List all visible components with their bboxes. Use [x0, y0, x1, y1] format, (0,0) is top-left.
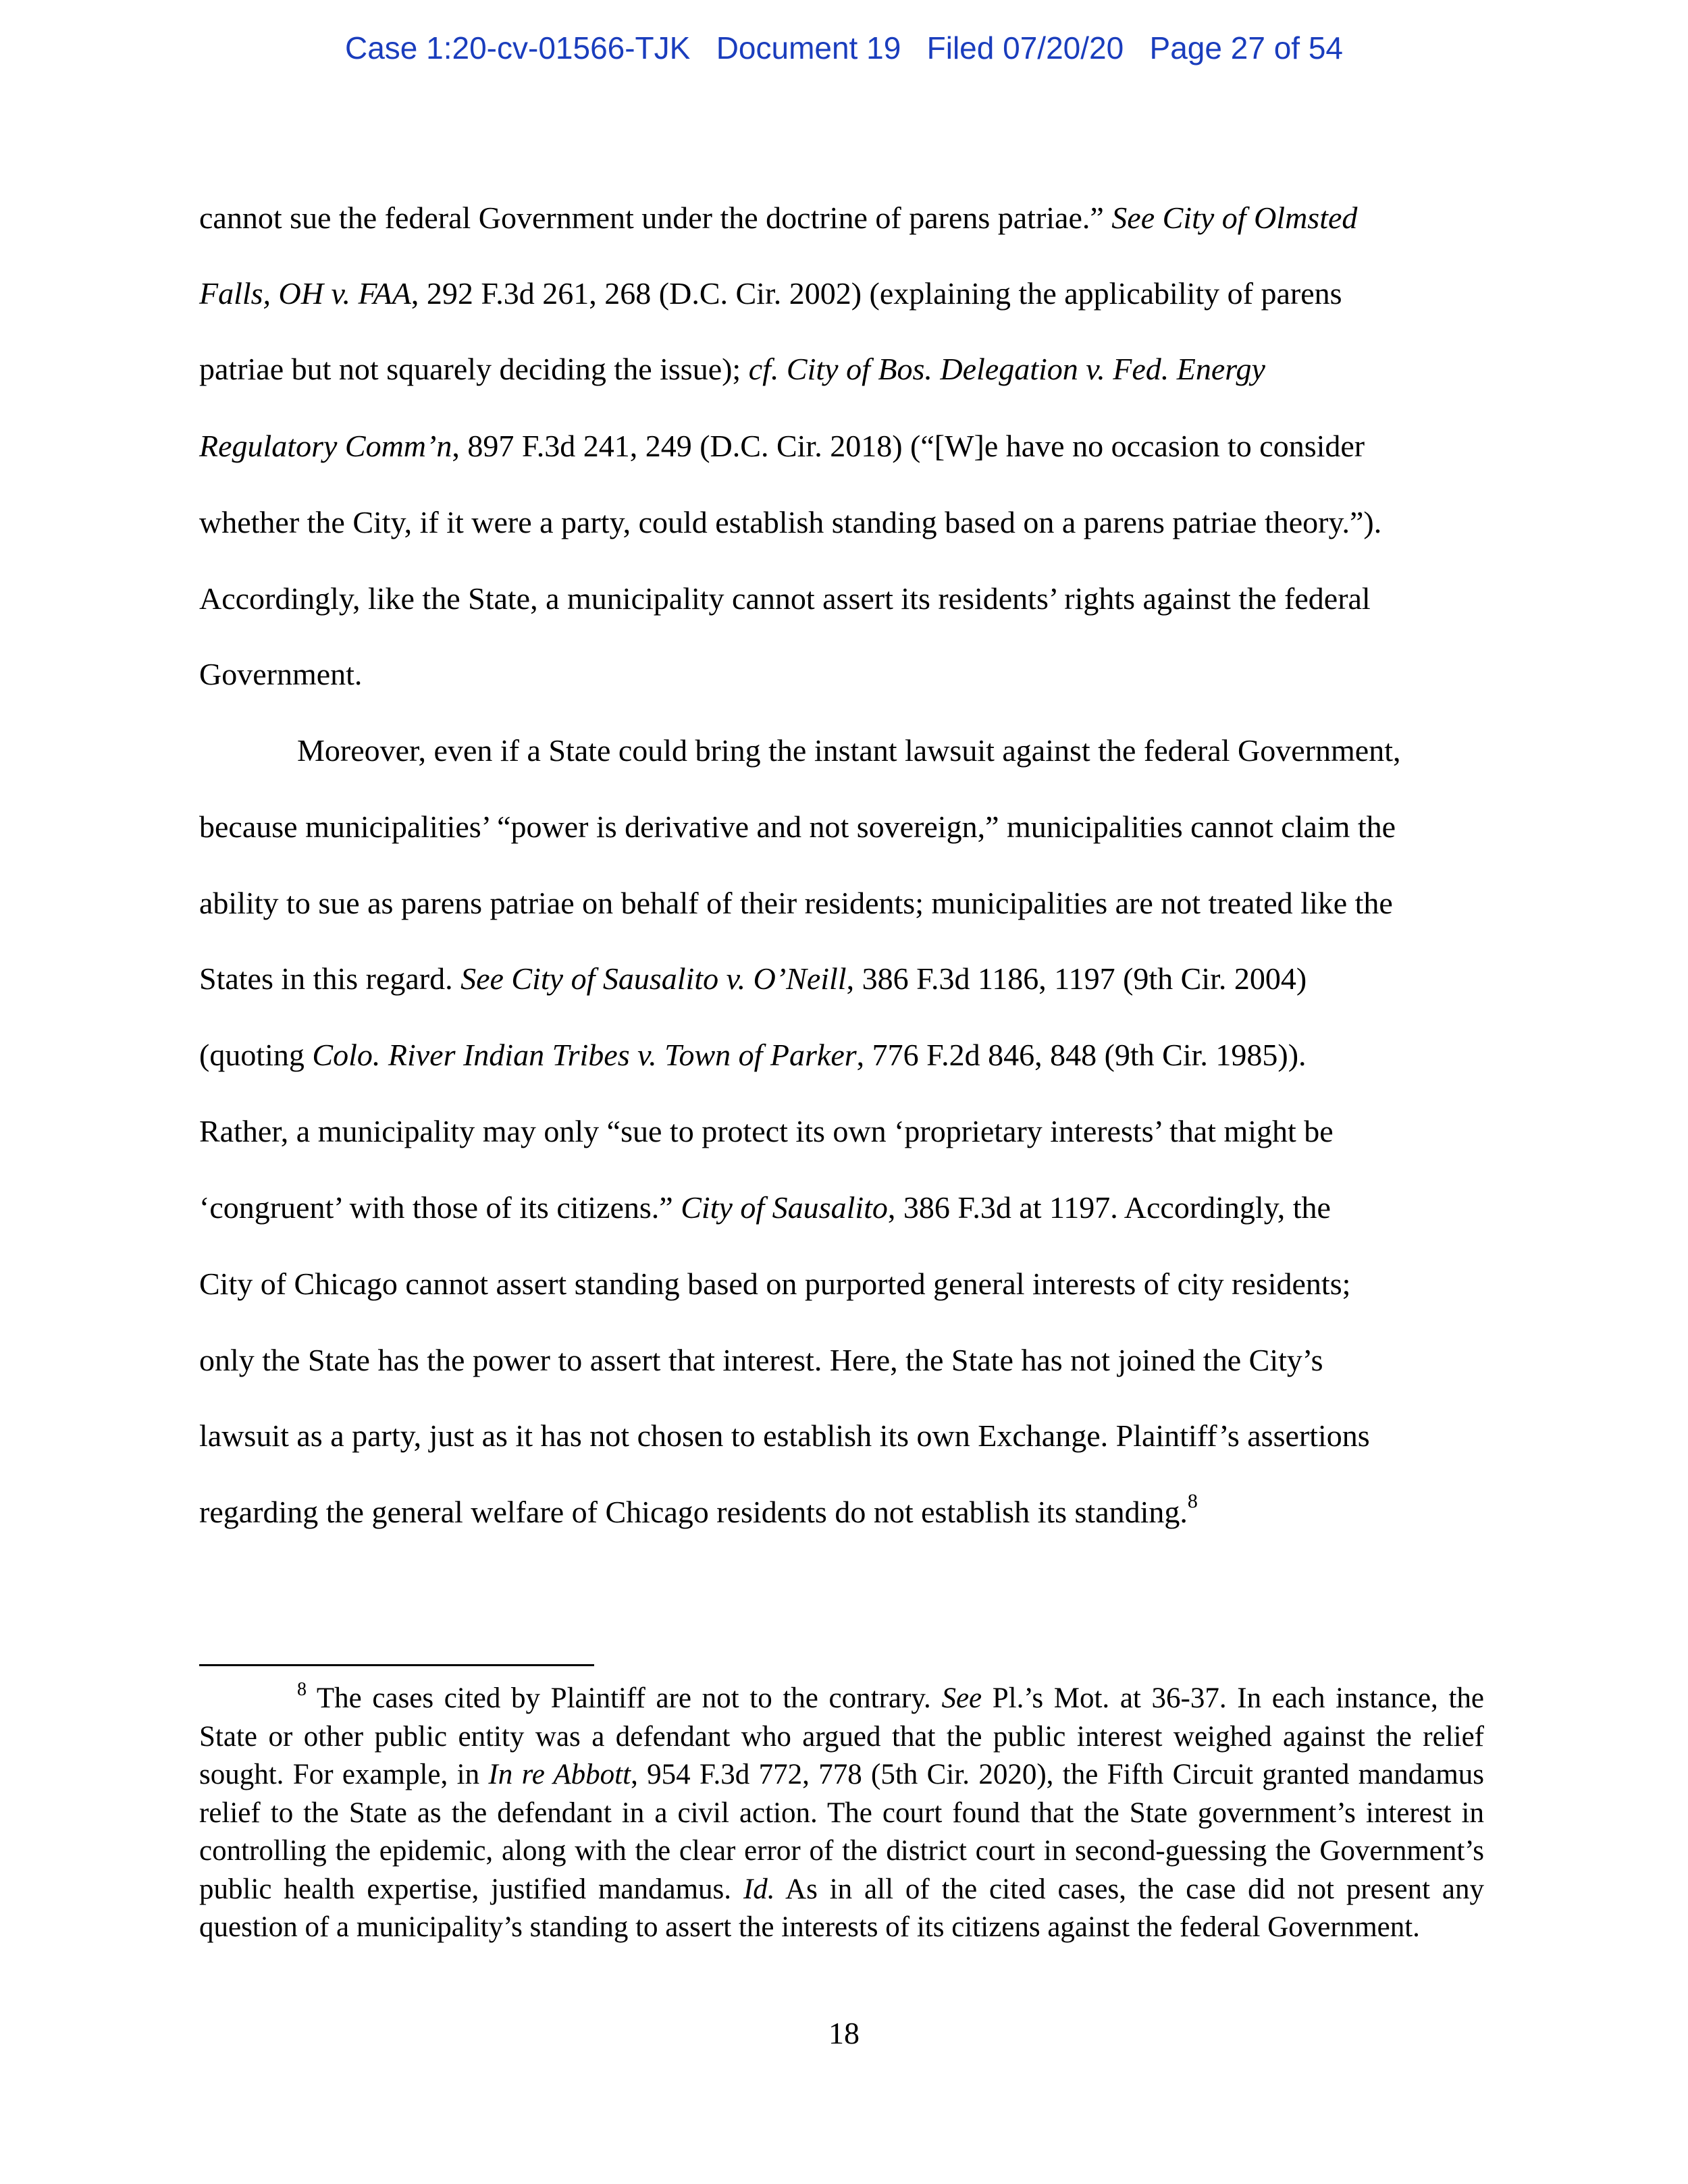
footnote-text: , 954 F.3d 772, 778 (5th Cir. 2020), the Fifth Circuit granted mandamus relief to the State as the defendant in a civil action. The court found that the State government’s interest in controlling the epidemic, along with the clear error of the district court in second-guessing the Government’s public health expertise, justified mandamus.: [199, 1759, 1484, 1905]
body-text: regarding the general welfare of Chicago residents do not establish its standing.: [199, 1495, 1188, 1529]
body-text: , 897 F.3d 241, 249 (D.C. Cir. 2018) (“[W]e have no occasion to consider: [452, 429, 1365, 463]
footnote-reference: 8: [1187, 1490, 1198, 1512]
body-text: States in this regard.: [199, 961, 461, 996]
body-italic-citation: See City of Olmsted: [1111, 201, 1358, 235]
body-text: cannot sue the federal Government under the doctrine of parens patriae.”: [199, 201, 1112, 235]
body-line: [199, 1416, 1370, 1456]
footnote-italic-citation: See: [941, 1682, 982, 1714]
body-italic-citation: Regulatory Comm’n: [199, 429, 452, 463]
body-line: [199, 502, 1381, 543]
body-italic-citation: See City of Sausalito v. O’Neill: [460, 961, 847, 996]
body-line: [199, 1264, 1350, 1304]
body-text: Rather, a municipality may only “sue to protect its own ‘proprietary interests’ that might be: [199, 1114, 1334, 1148]
body-line: [199, 1035, 1307, 1075]
body-line: [199, 1111, 1334, 1152]
body-line: [199, 1340, 1323, 1381]
footnote-separator: [199, 1664, 594, 1666]
footnote: [199, 1680, 1484, 1947]
body-text: ‘congruent’ with those of its citizens.”: [199, 1190, 681, 1225]
body-text: Government.: [199, 657, 363, 691]
body-line: [199, 273, 1342, 314]
body-line: [199, 198, 1357, 238]
body-text: , 776 F.2d 846, 848 (9th Cir. 1985)).: [856, 1038, 1307, 1072]
footnote-text: Pl.’s Mot. at 36-37. In each instance, the State or other public entity was a defendant who argued that the public interest weighed against the relief sought. For example, in: [199, 1682, 1484, 1790]
body-line: [297, 730, 1400, 771]
body-text: , 386 F.3d 1186, 1197 (9th Cir. 2004): [846, 961, 1307, 996]
body-italic-citation: Falls, OH v. FAA: [199, 276, 411, 311]
footnote-text: As in all of the cited cases, the case did not present any question of a municipality’s standing to assert the interests of its citizens against the federal Government.: [199, 1873, 1484, 1943]
body-line: [199, 807, 1396, 847]
body-text: because municipalities’ “power is derivative and not sovereign,” municipalities cannot claim the: [199, 809, 1396, 844]
body-line: [199, 349, 1265, 390]
body-line: [199, 1188, 1331, 1228]
ecf-header: [0, 30, 1688, 66]
body-line: [199, 579, 1371, 619]
body-text: patriae but not squarely deciding the issue);: [199, 352, 749, 386]
body-text: only the State has the power to assert that interest. Here, the State has not joined the City’s: [199, 1343, 1323, 1377]
body-text: (quoting: [199, 1038, 313, 1072]
body-text: ability to sue as parens patriae on behalf of their residents; municipalities are not treated like the: [199, 886, 1393, 920]
footnote-text: The cases cited by Plaintiff are not to the contrary.: [307, 1682, 942, 1714]
body-text: Moreover, even if a State could bring the instant lawsuit against the federal Government,: [297, 733, 1401, 768]
body-text: , 292 F.3d 261, 268 (D.C. Cir. 2002) (explaining the applicability of parens: [411, 276, 1342, 311]
body-line: [199, 654, 362, 695]
footnote-marker: 8: [297, 1679, 307, 1700]
body-italic-citation: cf. City of Bos. Delegation v. Fed. Energy: [748, 352, 1265, 386]
body-line: [199, 1492, 1198, 1533]
page-count: Page 27 of 54: [1149, 30, 1343, 65]
body-text: City of Chicago cannot assert standing based on purported general interests of city residents;: [199, 1267, 1351, 1301]
footnote-italic-citation: Id.: [743, 1873, 775, 1905]
body-italic-citation: City of Sausalito: [681, 1190, 888, 1225]
page-number: 18: [828, 2016, 860, 2050]
body-line: [199, 426, 1365, 467]
case-number: Case 1:20-cv-01566-TJK: [344, 30, 691, 65]
body-text: Accordingly, like the State, a municipality cannot assert its residents’ rights against the federal: [199, 581, 1371, 616]
footnote-italic-citation: In re Abbott: [488, 1759, 631, 1790]
filed-date: Filed 07/20/20: [926, 30, 1124, 65]
body-text: , 386 F.3d at 1197. Accordingly, the: [887, 1190, 1331, 1225]
body-text: whether the City, if it were a party, could establish standing based on a parens patriae theory.”).: [199, 505, 1382, 539]
body-text: lawsuit as a party, just as it has not chosen to establish its own Exchange. Plaintiff’s assertions: [199, 1418, 1370, 1453]
body-italic-citation: Colo. River Indian Tribes v. Town of Parker: [312, 1038, 857, 1072]
document-number: Document 19: [716, 30, 901, 65]
body-line: [199, 883, 1393, 924]
body-line: [199, 959, 1307, 999]
